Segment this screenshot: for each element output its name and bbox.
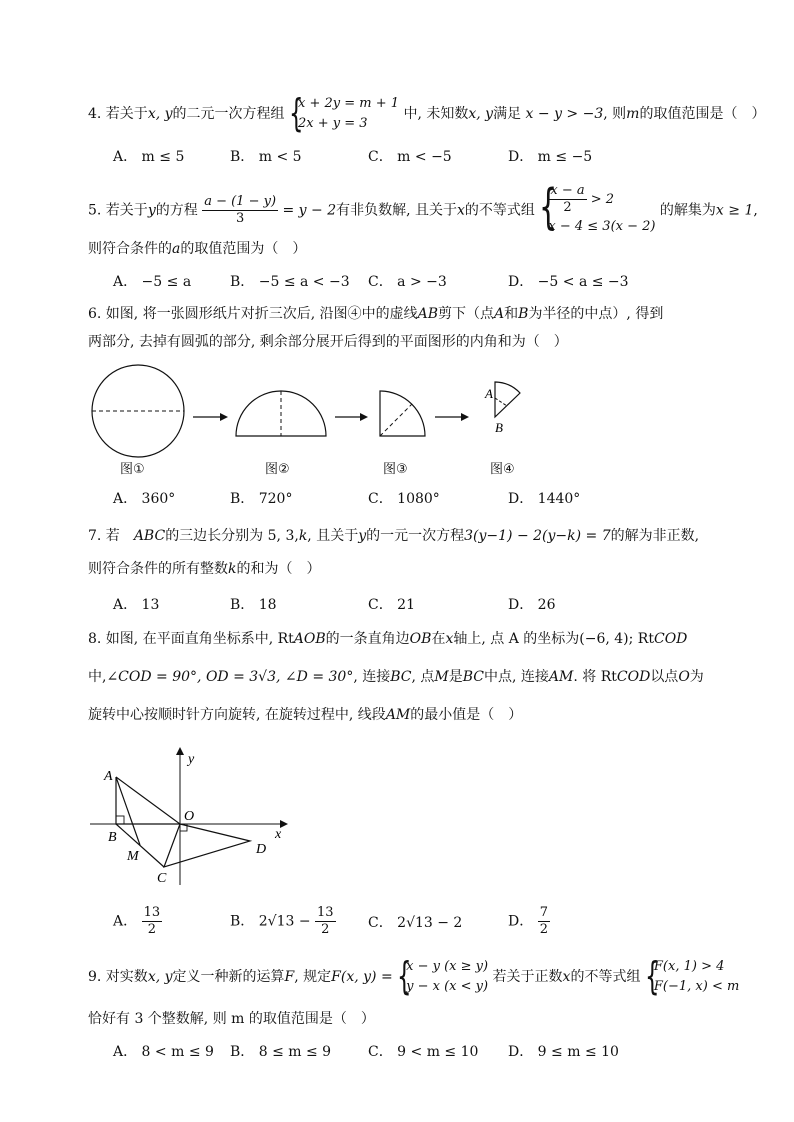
label-x: x — [275, 827, 282, 842]
q4-stem: 4. 若关于x, y的二元一次方程组 { x + 2y = m + 1 2x + y = 3 中, 未知数x, y满足 x − y > −3, 则m的取值范围是（ ） — [88, 91, 766, 135]
q9-stem: 9. 对实数x, y定义一种新的运算F, 规定F(x, y) = { x − y (x ≥ y) y − x (x < y) 若关于正数x的不等式组 { F(x, 1) > 4 F(−1, x) < m — [88, 954, 740, 998]
q9-stem-line2: 恰好有 3 个整数解, 则 m 的取值范围是（ ） — [88, 1011, 375, 1027]
label-D: D — [256, 842, 267, 857]
q5-fraction: $\frac{a - (1 - y)}{3}$ — [204, 194, 277, 226]
q9-inequality-system: { F(x, 1) > 4 F(−1, x) < m — [644, 954, 740, 998]
q5-option-d[interactable]: D． −5 < a ≤ −3 — [508, 274, 629, 290]
q5-option-b[interactable]: B． −5 ≤ a < −3 — [230, 274, 350, 290]
q6-stem-line2: 两部分, 去掉有圆弧的部分, 剩余部分展开后得到的平面图形的内角和为（ ） — [88, 334, 568, 350]
q9-option-d[interactable]: D． 9 ≤ m ≤ 10 — [508, 1044, 619, 1060]
q6-option-c[interactable]: C． 1080° — [368, 491, 440, 507]
q7-option-b[interactable]: B． 18 — [230, 597, 277, 613]
q9-option-c[interactable]: C． 9 < m ≤ 10 — [368, 1044, 479, 1060]
q9-option-b[interactable]: B． 8 ≤ m ≤ 9 — [230, 1044, 332, 1060]
q6-option-a[interactable]: A． 360° — [113, 491, 176, 507]
q8-figure — [90, 745, 300, 890]
label-y: y — [188, 752, 195, 767]
q4-equation-system: { x + 2y = m + 1 2x + y = 3 — [288, 91, 400, 135]
q7-option-a[interactable]: A． 13 — [113, 597, 160, 613]
q8-stem-line2: 中,∠COD = 90°, OD = 3√3, ∠D = 30°, 连接BC, 点M是BC中点, 连接AM. 将 RtCOD以点O为 — [88, 669, 704, 685]
label-A: A — [104, 769, 113, 784]
label-B: B — [108, 830, 117, 845]
q8-stem-line3: 旋转中心按顺时针方向旋转, 在旋转过程中, 线段AM的最小值是（ ） — [88, 707, 523, 723]
q4-option-b[interactable]: B． m < 5 — [230, 149, 302, 165]
q8-option-b[interactable]: B． 2√13 − $\frac{13}{2}$ — [230, 905, 334, 937]
cut-line-ab — [495, 398, 507, 406]
q6-figure — [85, 360, 535, 460]
label-b: B — [495, 420, 503, 435]
q7-stem: 7. 若 ABC的三边长分别为 5, 3,k, 且关于y的一元一次方程3(y−1) − 2(y−k) = 7的解为非正数, — [88, 528, 700, 544]
caption-fig4: 图④ — [490, 462, 515, 477]
q5-stem: 5. 若关于y的方程 $\frac{a - (1 - y)}{3}$ = y − 2有非负数解, 且关于x的不等式组 { $\frac{x - a}{2}$ > 2 x − 4 ≤ 3(x − 2) 的解集为x ≥ 1, — [88, 183, 758, 238]
q4-option-d[interactable]: D． m ≤ −5 — [508, 149, 593, 165]
label-a: A — [485, 386, 493, 401]
label-M: M — [127, 849, 139, 864]
q7-option-c[interactable]: C． 21 — [368, 597, 415, 613]
q5-inequality-system: { $\frac{x - a}{2}$ > 2 x − 4 ≤ 3(x − 2) — [539, 179, 656, 235]
caption-fig2: 图② — [265, 462, 290, 477]
q4-option-c[interactable]: C． m < −5 — [368, 149, 452, 165]
q7-option-d[interactable]: D． 26 — [508, 597, 556, 613]
q8-option-d[interactable]: D． $\frac{7}{2}$ — [508, 905, 548, 937]
q6-stem: 6. 如图, 将一张圆形纸片对折三次后, 沿图④中的虚线AB剪下（点A和B为半径的中点）, 得到 — [88, 306, 664, 322]
label-C: C — [157, 871, 167, 886]
fold-line-3 — [380, 404, 412, 436]
q9-definition: { x − y (x ≥ y) y − x (x < y) — [397, 954, 489, 998]
q7-stem-line2: 则符合条件的所有整数k的和为（ ） — [88, 561, 321, 577]
q6-option-b[interactable]: B． 720° — [230, 491, 293, 507]
q5-option-c[interactable]: C． a > −3 — [368, 274, 447, 290]
sector-shape — [495, 382, 520, 417]
label-O: O — [184, 809, 195, 824]
q5-stem-line2: 则符合条件的a的取值范围为（ ） — [88, 241, 307, 257]
q4-option-a[interactable]: A． m ≤ 5 — [113, 149, 185, 165]
q8-option-a[interactable]: A． $\frac{13}{2}$ — [113, 905, 161, 937]
q5-option-a[interactable]: A． −5 ≤ a — [113, 274, 192, 290]
triangle-cod — [164, 824, 250, 867]
caption-fig1: 图① — [120, 462, 145, 477]
q8-stem: 8. 如图, 在平面直角坐标系中, RtAOB的一条直角边OB在x轴上, 点 A 的坐标为(−6, 4); RtCOD — [88, 631, 688, 647]
segment-bc — [116, 824, 164, 867]
q8-option-c[interactable]: C． 2√13 − 2 — [368, 915, 463, 931]
q9-option-a[interactable]: A． 8 < m ≤ 9 — [113, 1044, 214, 1060]
caption-fig3: 图③ — [383, 462, 408, 477]
triangle-aob — [116, 777, 180, 824]
q6-option-d[interactable]: D． 1440° — [508, 491, 581, 507]
